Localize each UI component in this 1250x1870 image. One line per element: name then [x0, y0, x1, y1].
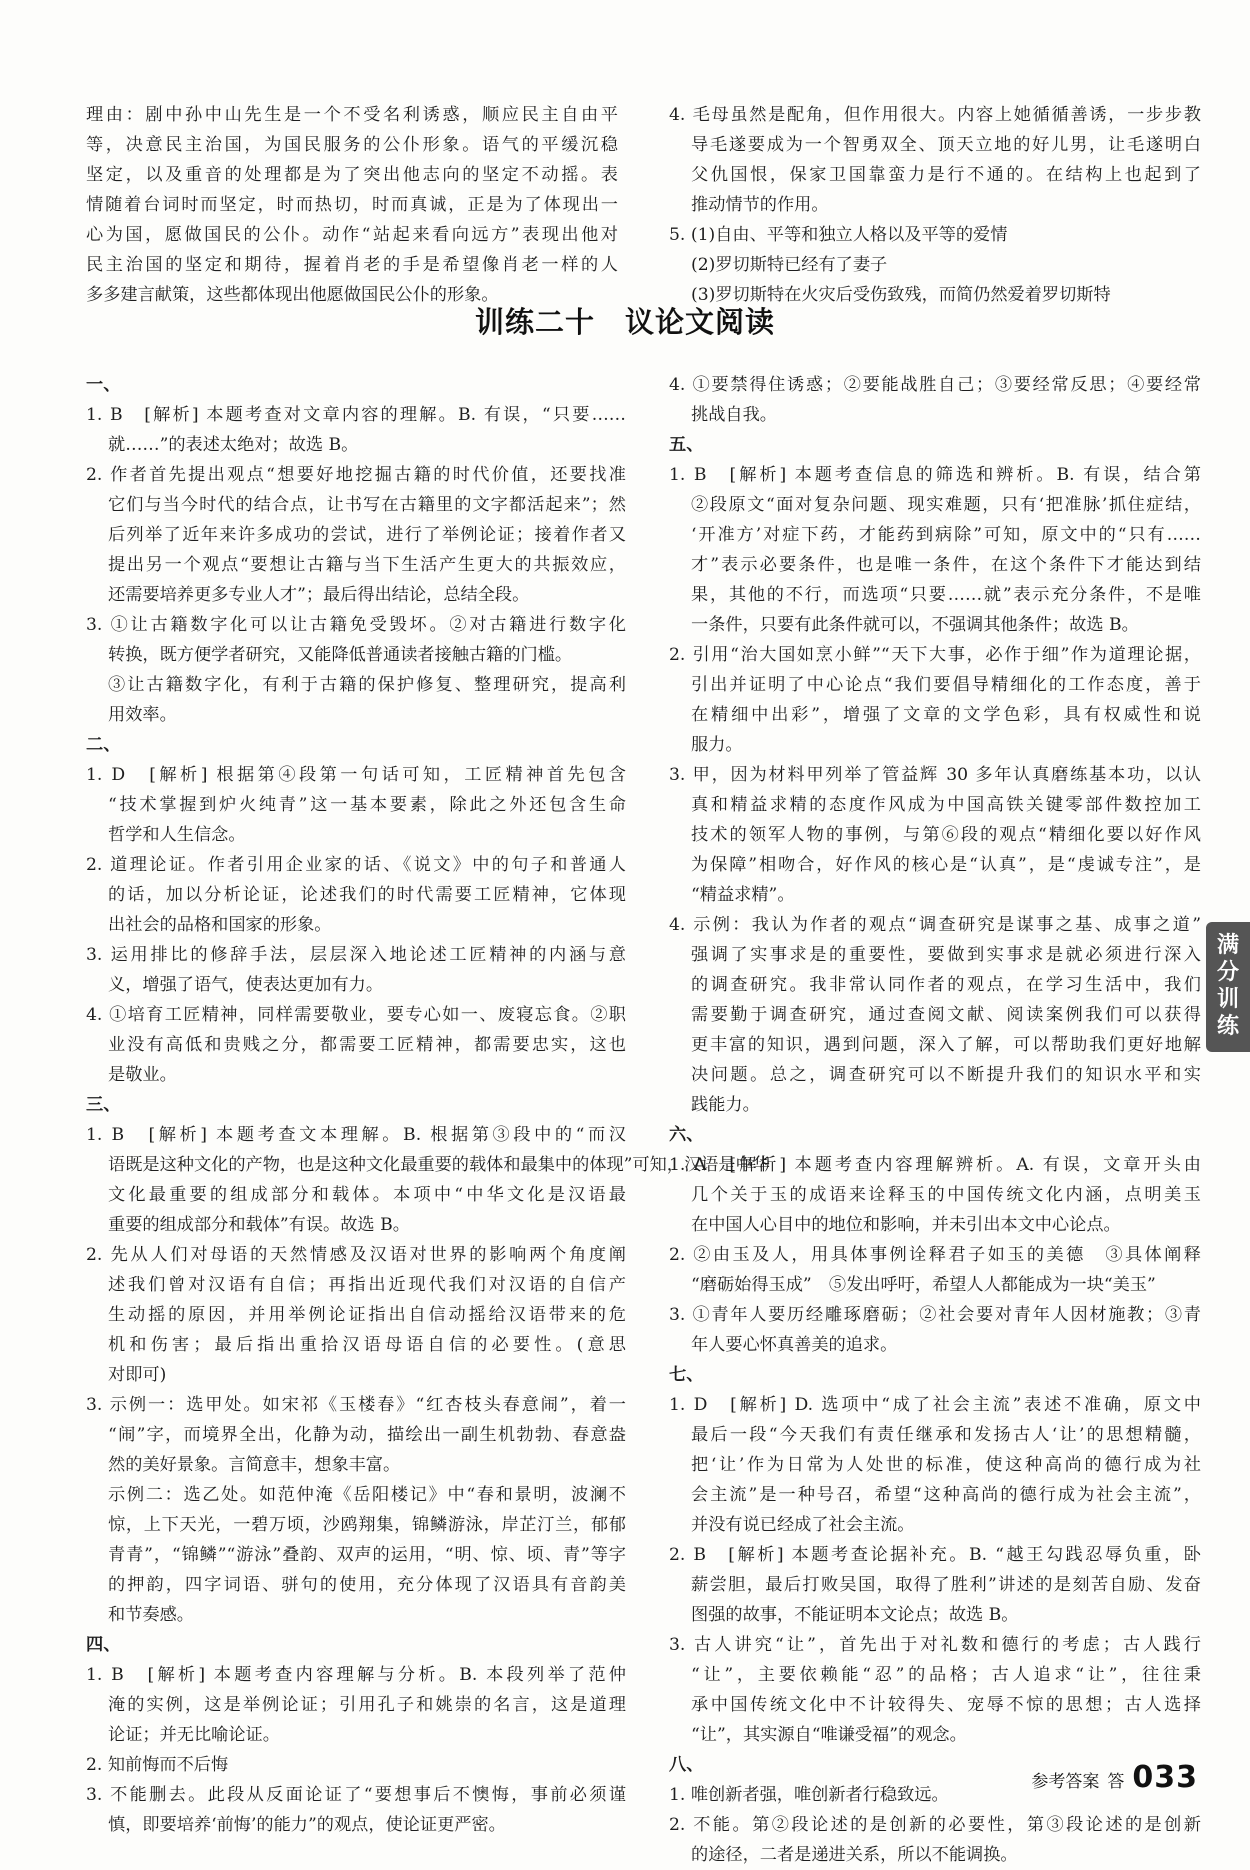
answer-line: 2. B [解析] 本题考查论据补充。B. “越王勾践忍辱负重，卧: [669, 1545, 1201, 1565]
answer-line: 并没有说已经成了社会主流。: [691, 1515, 915, 1535]
answer-line: 决问题。总之，调查研究可以不断提升我们的知识水平和实: [691, 1065, 1201, 1085]
answer-line: 出社会的品格和国家的形象。: [108, 915, 332, 935]
answer-line: 心为国，愿做国民的公仆。动作“站起来看向远方”表现出他对: [86, 225, 618, 245]
answer-body: [86, 370, 1201, 1870]
answer-line: 述我们曾对汉语有自信；再指出近现代我们对汉语的自信产: [108, 1275, 626, 1295]
answer-line: 最后一段“今天我们有责任继承和发扬古人‘让’的思想精髓，: [691, 1425, 1201, 1445]
answer-line: 4. 毛母虽然是配角，但作用很大。内容上她循循善诱，一步步教: [669, 105, 1201, 125]
answer-line: 技术的领军人物的事例，与第⑥段的观点“精细化要以好作风: [691, 825, 1201, 845]
answer-line: 2. 道理论证。作者引用企业家的话、《说文》中的句子和普通人: [86, 855, 626, 875]
answer-line: 对即可): [108, 1365, 167, 1385]
answer-line: 4. 示例：我认为作者的观点“调查研究是谋事之基、成事之道”: [669, 915, 1201, 935]
answer-line: 的途径，二者是递进关系，所以不能调换。: [691, 1845, 1018, 1865]
section-heading: 一、: [86, 375, 121, 395]
answer-line: 后列举了近年来许多成功的尝试，进行了举例论证；接着作者又: [108, 525, 626, 545]
page-footer: [1031, 1760, 1198, 1795]
answer-line: “让”，其实源自“唯谦受福”的观念。: [691, 1725, 967, 1745]
answer-line: 1. D [解析] D. 选项中“成了社会主流”表述不准确，原文中: [669, 1395, 1201, 1415]
answer-line: “闹”字，而境界全出，化静为动，描绘出一副生机勃勃、春意盎: [108, 1425, 626, 1445]
answer-line: 情随着台词时而坚定，时而热切，时而真诚，正是为了体现出一: [86, 195, 618, 215]
answer-line: 还需要培养更多专业人才”；最后得出结论，总结全段。: [108, 585, 530, 605]
answer-line: 2. 知前悔而不后悔: [86, 1755, 229, 1775]
answer-line: 父仇国恨，保家卫国靠蛮力是行不通的。在结构上也起到了: [691, 165, 1201, 185]
answer-line: 语既是这种文化的产物，也是这种文化最重要的载体和最集中的体现”可知，汉语是中华: [108, 1155, 770, 1175]
section-heading: 八、: [669, 1755, 704, 1775]
answer-line: 1. D [解析] 根据第④段第一句话可知，工匠精神首先包含: [86, 765, 626, 785]
answer-line: “让”，主要依赖能“忍”的品格；古人追求“让”，往往秉: [691, 1665, 1201, 1685]
answer-line: 转换，既方便学者研究，又能降低普通读者接触古籍的门槛。: [108, 645, 573, 665]
section-heading: 六、: [669, 1125, 704, 1145]
answer-line: 会主流”是一种号召，希望“这种高尚的德行成为社会主流”，: [691, 1485, 1201, 1505]
answer-line: 推动情节的作用。: [691, 195, 829, 215]
answer-line: 服力。: [691, 735, 743, 755]
answer-line: ③让古籍数字化，有利于古籍的保护修复、整理研究，提高利: [108, 675, 626, 695]
answer-line: (3)罗切斯特在火灾后受伤致残，而简仍然爱着罗切斯特: [691, 285, 1111, 305]
answer-line: ‘开准方’对症下药，才能药到病除”可知，原文中的“只有……: [691, 525, 1201, 545]
answer-line: 惊，上下天光，一碧万顷，沙鸥翔集，锦鳞游泳，岸芷汀兰，郁郁: [108, 1515, 626, 1535]
answer-line: 的话，加以分析论证，论述我们的时代需要工匠精神，它体现: [108, 885, 626, 905]
answer-line: 一条件，只要有此条件就可以，不强调其他条件；故选 B。: [691, 615, 1139, 635]
answer-line: 理由：剧中孙中山先生是一个不受名利诱惑，顺应民主自由平: [86, 105, 618, 125]
section-heading: 四、: [86, 1635, 121, 1655]
answer-line: 3. 古人讲究“让”，首先出于对礼数和德行的考虑；古人践行: [669, 1635, 1201, 1655]
answer-line: 然的美好景象。言简意丰，想象丰富。: [108, 1455, 401, 1475]
answer-line: 它们与当今时代的结合点，让书写在古籍里的文字都活起来”；然: [108, 495, 626, 515]
answer-line: 民主治国的坚定和期待，握着肖老的手是希望像肖老一样的人: [86, 255, 618, 275]
section-heading: 二、: [86, 735, 121, 755]
answer-line: 导毛遂要成为一个智勇双全、顶天立地的好儿男，让毛遂明白: [691, 135, 1201, 155]
side-tab: [1206, 922, 1250, 1052]
answer-line: 1. B [解析] 本题考查内容理解与分析。B. 本段列举了范仲: [86, 1665, 626, 1685]
answer-line: (2)罗切斯特已经有了妻子: [691, 255, 888, 275]
top-left-column: [86, 100, 618, 310]
answer-line: 提出另一个观点“要想让古籍与当下生活产生更大的共振效应，: [108, 555, 626, 575]
answer-line: 才”表示必要条件，也是唯一条件，在这个条件下才能达到结: [691, 555, 1201, 575]
answer-line: 1. A [解析] 本题考查内容理解辨析。A. 有误，文章开头由: [669, 1155, 1201, 1175]
answer-line: 机和伤害；最后指出重拾汉语母语自信的必要性。(意思: [108, 1335, 626, 1355]
answer-line: 3. 不能删去。此段从反面论证了“要想事后不懊悔，事前必须谨: [86, 1785, 626, 1805]
answer-line: 就……”的表述太绝对；故选 B。: [108, 435, 359, 455]
side-tab-char: 训: [1216, 987, 1239, 1012]
side-tab-char: 分: [1216, 960, 1239, 985]
side-tab-char: 练: [1216, 1014, 1239, 1039]
answer-line: “技术掌握到炉火纯青”这一基本要素，除此之外还包含生命: [108, 795, 626, 815]
answer-line: 哲学和人生信念。: [108, 825, 246, 845]
answer-line: 慎，即要培养‘前悔’的能力”的观点，使论证更严密。: [108, 1815, 506, 1835]
answer-line: 和节奏感。: [108, 1605, 194, 1625]
answer-line: 承中国传统文化中不计较得失、宠辱不惊的思想；古人选择: [691, 1695, 1201, 1715]
top-right-column: [669, 100, 1201, 310]
answer-line: 3. ①让古籍数字化可以让古籍免受毁坏。②对古籍进行数字化: [86, 615, 626, 635]
answer-line: 的押韵，四字词语、骈句的使用，充分体现了汉语具有音韵美: [108, 1575, 626, 1595]
answer-line: 2. 作者首先提出观点“想要好地挖掘古籍的时代价值，还要找准: [86, 465, 626, 485]
section-heading: 七、: [669, 1365, 704, 1385]
answer-line: 2. 不能。第②段论述的是创新的必要性，第③段论述的是创新: [669, 1815, 1201, 1835]
answer-line: 2. ②由玉及人，用具体事例诠释君子如玉的美德 ③具体阐释: [669, 1245, 1201, 1265]
answer-line: “精益求精”。: [691, 885, 795, 905]
answer-line: 坚定，以及重音的处理都是为了突出他志向的坚定不动摇。表: [86, 165, 618, 185]
answer-line: 3. 运用排比的修辞手法，层层深入地论述工匠精神的内涵与意: [86, 945, 626, 965]
answer-line: 论证；并无比喻论证。: [108, 1725, 280, 1745]
answer-line: 淹的实例，这是举例论证；引用孔子和姚崇的名言，这是道理: [108, 1695, 626, 1715]
page-number: 033: [1132, 1760, 1198, 1795]
answer-line: 是敬业。: [108, 1065, 177, 1085]
answer-line: 义，增强了语气，使表达更加有力。: [108, 975, 384, 995]
answer-line: 的调查研究。我非常认同作者的观点，在学习生活中，我们: [691, 975, 1201, 995]
section-heading: 三、: [86, 1095, 121, 1115]
answer-line: 把‘让’作为日常为人处世的标准，使这种高尚的德行成为社: [691, 1455, 1201, 1475]
answer-line: 挑战自我。: [691, 405, 777, 425]
answer-line: 果，其他的不行，而选项“只要……就”表示充分条件，不是唯: [691, 585, 1201, 605]
answer-line: 3. 甲，因为材料甲列举了管益辉 30 多年认真磨练基本功，以认: [669, 765, 1201, 785]
answer-line: 1. B [解析] 本题考查文本理解。B. 根据第③段中的“而汉: [86, 1125, 626, 1145]
answer-line: 生动摇的原因，并用举例论证指出自信动摇给汉语带来的危: [108, 1305, 626, 1325]
answer-line: 强调了实事求是的重要性，要做到实事求是就必须进行深入: [691, 945, 1201, 965]
side-tab-char: 满: [1216, 933, 1239, 958]
answer-line: 多多建言献策，这些都体现出他愿做国民公仆的形象。: [86, 285, 499, 305]
answer-line: 1. B [解析] 本题考查信息的筛选和辨析。B. 有误，结合第: [669, 465, 1201, 485]
answer-line: 用效率。: [108, 705, 177, 725]
footer-label: 参考答案: [1031, 1772, 1100, 1792]
answer-line: 年人要心怀真善美的追求。: [691, 1335, 898, 1355]
answer-line: 更丰富的知识，遇到问题，深入了解，可以帮助我们更好地解: [691, 1035, 1201, 1055]
answer-mark: 答: [1107, 1772, 1125, 1792]
answer-line: 业没有高低和贵贱之分，都需要工匠精神，都需要忠实，这也: [108, 1035, 626, 1055]
answer-line: 真和精益求精的态度作风成为中国高铁关键零部件数控加工: [691, 795, 1201, 815]
answer-line: 需要勤于调查研究，通过查阅文献、阅读案例我们可以获得: [691, 1005, 1201, 1025]
answer-line: 2. 引用“治大国如烹小鲜”“天下大事，必作于细”作为道理论据，: [669, 645, 1201, 665]
section-heading: 五、: [669, 435, 704, 455]
answer-line: 引出并证明了中心论点“我们要倡导精细化的工作态度，善于: [691, 675, 1201, 695]
answer-line: 2. 先从人们对母语的天然情感及汉语对世界的影响两个角度阐: [86, 1245, 626, 1265]
answer-line: 3. 示例一：选甲处。如宋祁《玉楼春》“红杏枝头春意闹”，着一: [86, 1395, 626, 1415]
answer-line: 图强的故事，不能证明本文论点；故选 B。: [691, 1605, 1019, 1625]
answer-line: 在精细中出彩”，增强了文章的文学色彩，具有权威性和说: [691, 705, 1201, 725]
answer-line: 4. ①培育工匠精神，同样需要敬业，要专心如一、废寝忘食。②职: [86, 1005, 626, 1025]
answer-line: 示例二：选乙处。如范仲淹《岳阳楼记》中“春和景明，波澜不: [108, 1485, 626, 1505]
answer-line: 青青”，“锦鳞”“游泳”叠韵、双声的运用，“明、惊、顷、青”等字: [108, 1545, 626, 1565]
section-title: 训练二十 议论文阅读: [474, 305, 775, 339]
answer-line: 重要的组成部分和载体”有误。故选 B。: [108, 1215, 410, 1235]
answer-line: 文化最重要的组成部分和载体。本项中“中华文化是汉语最: [108, 1185, 626, 1205]
answer-line: 等，决意民主治国，为国民服务的公仆形象。语气的平缓沉稳: [86, 135, 618, 155]
answer-line: 1. 唯创新者强，唯创新者行稳致远。: [669, 1785, 949, 1805]
answer-line: 5. (1)自由、平等和独立人格以及平等的爱情: [669, 225, 1008, 245]
answer-line: “磨砺始得玉成” ⑤发出呼吁，希望人人都能成为一块“美玉”: [691, 1275, 1156, 1295]
answer-line: 3. ①青年人要历经雕琢磨砺；②社会要对青年人因材施教；③青: [669, 1305, 1201, 1325]
answer-line: 1. B [解析] 本题考查对文章内容的理解。B. 有误，“只要……: [86, 405, 626, 425]
right-column: [669, 370, 1201, 1870]
answer-line: 践能力。: [691, 1095, 760, 1115]
answer-line: 薪尝胆，最后打败吴国，取得了胜利”讲述的是刻苦自励、发奋: [691, 1575, 1201, 1595]
answer-line: 几个关于玉的成语来诠释玉的中国传统文化内涵，点明美玉: [691, 1185, 1201, 1205]
answer-line: 在中国人心目中的地位和影响，并未引出本文中心论点。: [691, 1215, 1121, 1235]
top-continuation: [86, 100, 1201, 310]
answer-line: 为保障”相吻合，好作风的核心是“认真”，是“虔诚专注”，是: [691, 855, 1201, 875]
answer-line: 4. ①要禁得住诱惑；②要能战胜自己；③要经常反思；④要经常: [669, 375, 1201, 395]
answer-line: ②段原文“面对复杂问题、现实难题，只有‘把准脉’抓住症结，: [691, 495, 1201, 515]
